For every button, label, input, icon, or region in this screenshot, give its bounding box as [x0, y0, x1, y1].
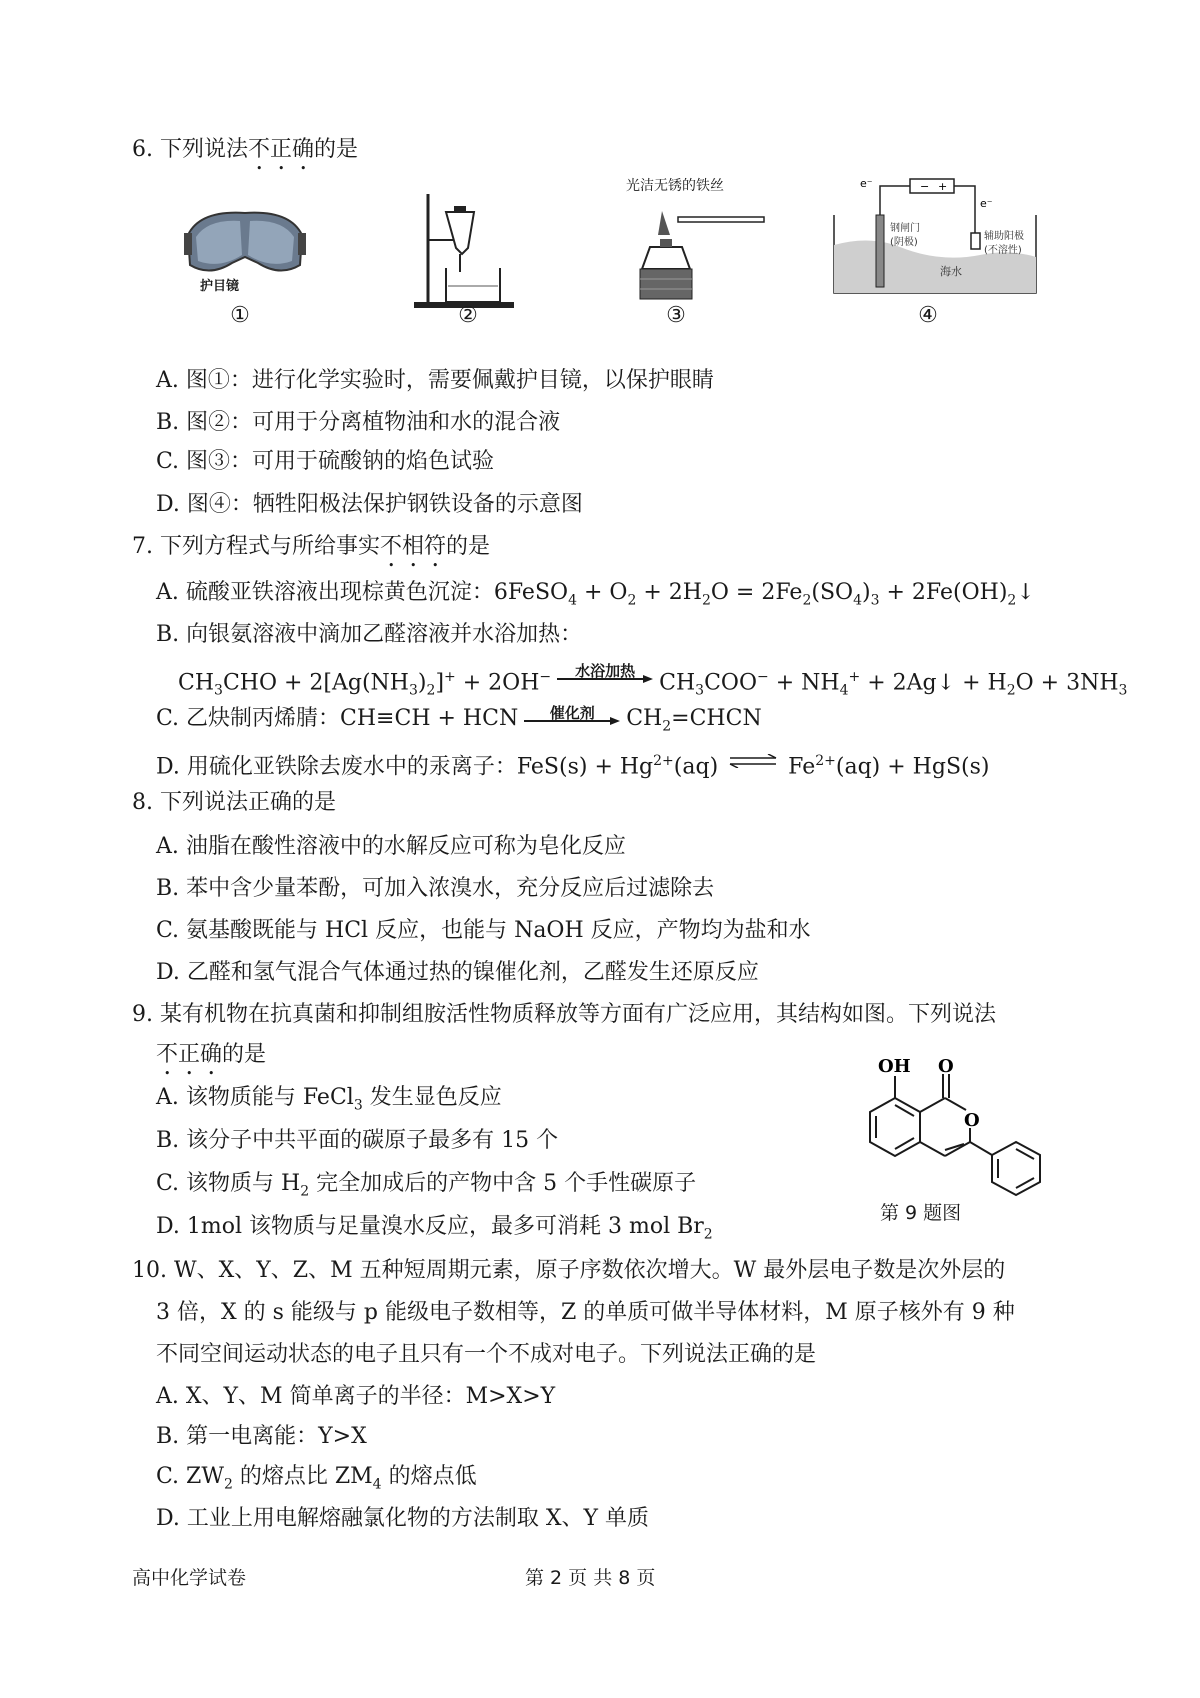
q9-stem: 9. 某有机物在抗真菌和抑制组胺活性物质释放等方面有广泛应用，其结构如图。下列说法 [132, 1002, 996, 1027]
q9-stem-continued: 不正确的是 [156, 1042, 267, 1067]
q9-option-c: C. 该物质与 $H_2$ 完全加成后的产物中含 5 个手性碳原子 [156, 1171, 697, 1200]
q9-structure-figure [850, 1050, 1050, 1230]
separatory-funnel-icon [410, 190, 520, 310]
atom-carbonyl-o: O [938, 1056, 954, 1077]
q10-option-c: C. $ZW_2$ 的熔点比 $ZM_4$ 的熔点低 [156, 1464, 477, 1493]
gate-role: (阴极) [890, 237, 918, 248]
separatory-funnel-figure [410, 190, 520, 310]
q7-stem: 7. 下列方程式与所给事实不相符的是 [132, 534, 491, 559]
goggles-figure [180, 205, 310, 295]
footer-exam-title: 高中化学试卷 [132, 1567, 247, 1589]
electron-label-right: e⁻ [980, 197, 993, 210]
figure-label-3: ③ [666, 303, 686, 328]
q7-option-d: D. 用硫化亚铁除去废水中的汞离子：$FeS(s) + Hg^{2+}(aq)$ $Fe^{2+}(aq) + HgS(s)$ [156, 746, 989, 782]
q10-stem-line2: 3 倍，X 的 s 能级与 p 能级电子数相等，Z 的单质可做半导体材料，M 原子核外有 9 种 [156, 1300, 1015, 1325]
q8-option-d: D. 乙醛和氢气混合气体通过热的镍催化剂，乙醛发生还原反应 [156, 960, 759, 985]
q7-option-a: A. 硫酸亚铁溶液出现棕黄色沉淀：6FeSO$_4$ + $O_2 + 2H_2O = 2Fe_2(SO_4)_3$ + $2Fe(OH)_2↓$ [156, 580, 1035, 609]
anode-label: 辅助阳极 [984, 231, 1024, 242]
atom-ring-o: O [964, 1110, 980, 1131]
q9-option-b: B. 该分子中共平面的碳原子最多有 15 个 [156, 1128, 559, 1153]
q8-option-b: B. 苯中含少量苯酚，可加入浓溴水，充分反应后过滤除去 [156, 876, 715, 901]
q9-option-a: A. 该物质能与 FeCl$_3$ 发生显色反应 [156, 1085, 502, 1114]
q6-option-b: B. 图②：可用于分离植物油和水的混合液 [156, 410, 561, 435]
anode-note: (不溶性) [984, 245, 1022, 256]
figure-label-2: ② [458, 303, 478, 328]
q10-stem-line3: 不同空间运动状态的电子且只有一个不成对电子。下列说法正确的是 [156, 1342, 817, 1367]
q7-option-c: C. 乙炔制丙烯腈：CH≡CH + HCN 催化剂 $CH_2=CHCN$ [156, 704, 762, 735]
q8-stem: 8. 下列说法正确的是 [132, 790, 336, 815]
electron-label-left: e⁻ [860, 177, 873, 190]
terminal-minus: − [920, 180, 930, 193]
q10-option-a: A. X、Y、M 简单离子的半径：M>X>Y [156, 1384, 556, 1409]
seawater-label: 海水 [940, 265, 962, 278]
q8-option-a: A. 油脂在酸性溶液中的水解反应可称为皂化反应 [156, 834, 626, 859]
q10-option-b: B. 第一电离能：Y>X [156, 1424, 367, 1449]
equilibrium-arrow [728, 746, 778, 776]
figure-label-1: ① [230, 303, 250, 328]
water-bath-arrow: 水浴加热 [557, 662, 653, 692]
electrochemical-protection-figure [830, 175, 1040, 310]
flame-test-icon [620, 195, 770, 305]
atom-oh: OH [878, 1056, 911, 1077]
q6-option-d: D. 图④：牺牲阳极法保护钢铁设备的示意图 [156, 492, 583, 517]
q6-stem: 6. 下列说法不正确的是 [132, 137, 359, 162]
q6-option-c: C. 图③：可用于硫酸钠的焰色试验 [156, 449, 495, 474]
gate-label: 钢闸门 [890, 223, 920, 234]
q7-option-b-equation: $CH_3CHO + 2[Ag(NH_3)_2]^+ + 2OH^-$ 水浴加热 $CH_3COO^- + NH_4^+$ + 2Ag↓ + $H_2O + 3NH_3$ [178, 662, 1128, 699]
q9-option-d: D. 1mol 该物质与足量溴水反应，最多可消耗 3 mol $Br_2$ [156, 1214, 713, 1243]
q10-stem-line1: 10. W、X、Y、Z、M 五种短周期元素，原子序数依次增大。W 最外层电子数是次外层的 [132, 1258, 1006, 1283]
q7-option-b: B. 向银氨溶液中滴加乙醛溶液并水浴加热： [156, 622, 583, 647]
q8-option-c: C. 氨基酸既能与 HCl 反应，也能与 NaOH 反应，产物均为盐和水 [156, 918, 811, 943]
catalyst-arrow: 催化剂 [524, 704, 620, 734]
q6-option-a: A. 图①：进行化学实验时，需要佩戴护目镜，以保护眼睛 [156, 368, 714, 393]
goggles-caption: 护目镜 [200, 279, 240, 294]
footer-page-number: 第 2 页 共 8 页 [525, 1567, 656, 1589]
flame-test-caption: 光洁无锈的铁丝 [626, 178, 724, 194]
q10-option-d: D. 工业上用电解熔融氯化物的方法制取 X、Y 单质 [156, 1506, 650, 1531]
flame-test-figure [620, 175, 770, 305]
terminal-plus: + [938, 180, 948, 193]
q9-figure-caption: 第 9 题图 [880, 1202, 962, 1224]
electrochemical-cell-icon [830, 175, 1040, 310]
figure-label-4: ④ [918, 303, 938, 328]
isocoumarin-structure-icon [850, 1050, 1050, 1200]
